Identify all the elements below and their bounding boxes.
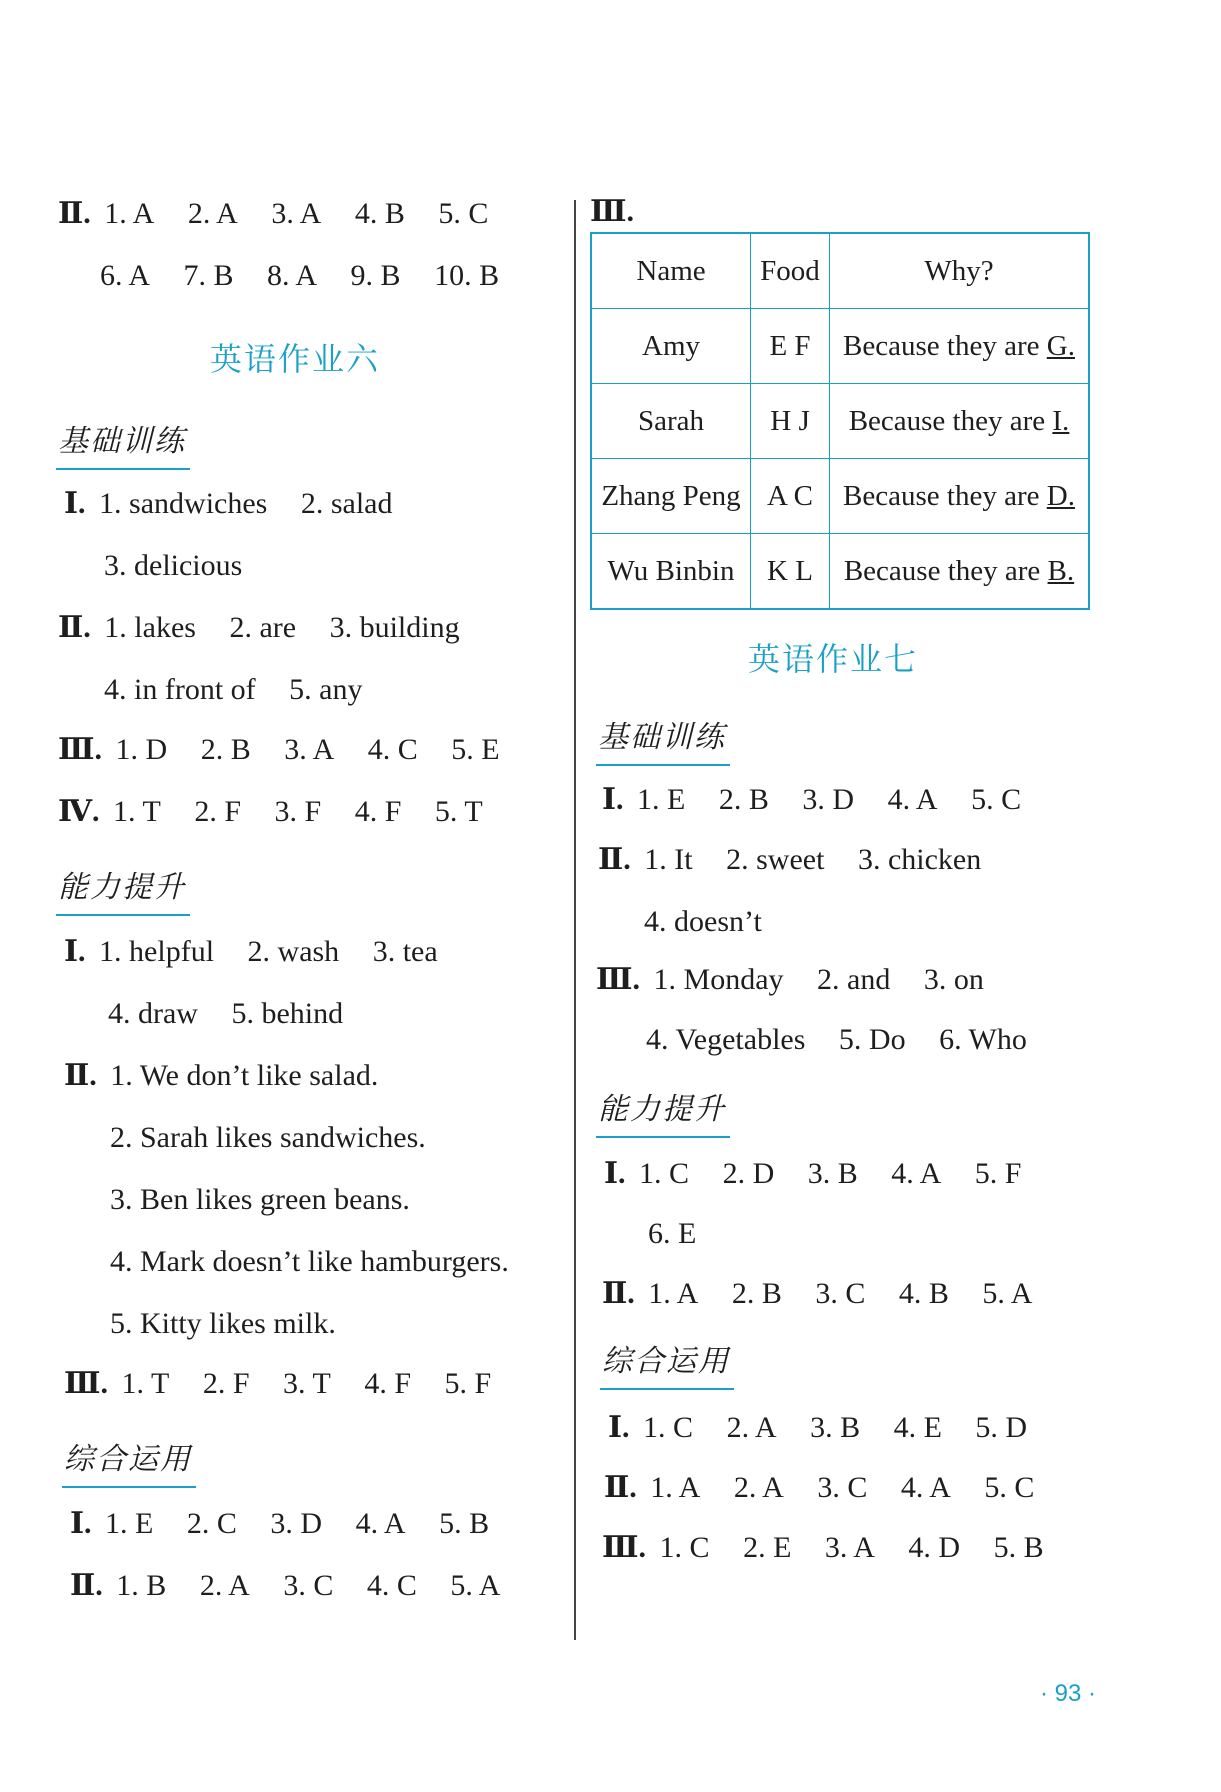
answer-row: 3. delicious xyxy=(104,549,243,582)
subsection-heading: 能力提升 xyxy=(56,862,190,916)
answer-blank: B. xyxy=(1047,554,1075,587)
answer-row: Ⅱ. 1. A 2. A 3. C 4. A 5. C xyxy=(604,1471,1035,1504)
answer-row: Ⅲ. 1. C 2. E 3. A 4. D 5. B xyxy=(602,1531,1044,1564)
section-title: 英语作业六 xyxy=(210,340,381,378)
table-cell: Because they are D. xyxy=(830,459,1090,534)
table-header: Name xyxy=(591,233,751,309)
answer-row: 6. A 7. B 8. A 9. B 10. B xyxy=(100,259,500,292)
answer-row: Ⅱ. 1. A 2. A 3. A 4. B 5. C xyxy=(58,197,489,230)
answer-row: Ⅲ. 1. T 2. F 3. T 4. F 5. F xyxy=(64,1367,492,1400)
answer-blank: D. xyxy=(1046,479,1075,512)
answer-row: Ⅲ. 1. Monday 2. and 3. on xyxy=(596,963,984,996)
answer-row: Ⅱ. 1. A 2. B 3. C 4. B 5. A xyxy=(602,1277,1033,1310)
answer-row: 4. draw 5. behind xyxy=(108,997,344,1030)
page-number: · 93 · xyxy=(1040,1680,1097,1707)
answer-row: Ⅲ. 1. D 2. B 3. A 4. C 5. E xyxy=(58,733,500,766)
table-cell: Zhang Peng xyxy=(591,459,751,534)
answer-row: 4. doesn’t xyxy=(644,905,762,938)
table-header: Why? xyxy=(830,233,1090,309)
subsection-heading: 综合运用 xyxy=(600,1336,734,1390)
column-divider xyxy=(574,200,576,1640)
table-cell: K L xyxy=(751,534,830,610)
answer-row: Ⅰ. 1. helpful 2. wash 3. tea xyxy=(64,935,438,968)
answer-row: 4. in front of 5. any xyxy=(104,673,363,706)
answer-row: Ⅱ. 1. It 2. sweet 3. chicken xyxy=(598,843,982,876)
table-cell: E F xyxy=(751,309,830,384)
table-row xyxy=(591,459,1089,534)
answer-row: Ⅱ. 1. lakes 2. are 3. building xyxy=(58,611,460,644)
table-row xyxy=(591,534,1089,610)
table-cell: Amy xyxy=(591,309,751,384)
section-title: 英语作业七 xyxy=(748,640,919,678)
table-cell: Sarah xyxy=(591,384,751,459)
table-header: Food xyxy=(751,233,830,309)
table-cell: H J xyxy=(751,384,830,459)
subsection-heading: 综合运用 xyxy=(62,1434,196,1488)
subsection-heading: 基础训练 xyxy=(596,712,730,766)
answer-row: Ⅰ. 1. C 2. A 3. B 4. E 5. D xyxy=(608,1411,1028,1444)
table-cell: Because they are G. xyxy=(830,309,1090,384)
table-cell: A C xyxy=(751,459,830,534)
table-label: Ⅲ. xyxy=(590,195,635,228)
food-table xyxy=(590,232,1090,610)
table-row xyxy=(591,384,1089,459)
table-cell: Wu Binbin xyxy=(591,534,751,610)
answer-row: Ⅰ. 1. E 2. C 3. D 4. A 5. B xyxy=(70,1507,490,1540)
table-cell: Because they are I. xyxy=(830,384,1090,459)
answer-row: Ⅳ. 1. T 2. F 3. F 4. F 5. T xyxy=(58,795,483,828)
answer-row: Ⅱ. 1. B 2. A 3. C 4. C 5. A xyxy=(70,1569,501,1602)
subsection-heading: 基础训练 xyxy=(56,416,190,470)
answer-row: 3. Ben likes green beans. xyxy=(110,1183,410,1216)
answer-row: 5. Kitty likes milk. xyxy=(110,1307,336,1340)
answer-row: 4. Mark doesn’t like hamburgers. xyxy=(110,1245,509,1278)
answer-row: Ⅰ. 1. E 2. B 3. D 4. A 5. C xyxy=(602,783,1022,816)
answer-row: 6. E xyxy=(648,1217,697,1250)
subsection-heading: 能力提升 xyxy=(596,1084,730,1138)
answer-row: 4. Vegetables 5. Do 6. Who xyxy=(646,1023,1027,1056)
answer-row: Ⅰ. 1. sandwiches 2. salad xyxy=(64,487,393,520)
answer-blank: G. xyxy=(1046,329,1075,362)
answer-row: 2. Sarah likes sandwiches. xyxy=(110,1121,426,1154)
table-cell: Because they are B. xyxy=(830,534,1090,610)
answer-row: Ⅰ. 1. C 2. D 3. B 4. A 5. F xyxy=(604,1157,1022,1190)
table-header-row xyxy=(591,233,1089,309)
answer-blank: I. xyxy=(1052,404,1070,437)
table-row xyxy=(591,309,1089,384)
answer-row: Ⅱ. 1. We don’t like salad. xyxy=(64,1059,379,1092)
